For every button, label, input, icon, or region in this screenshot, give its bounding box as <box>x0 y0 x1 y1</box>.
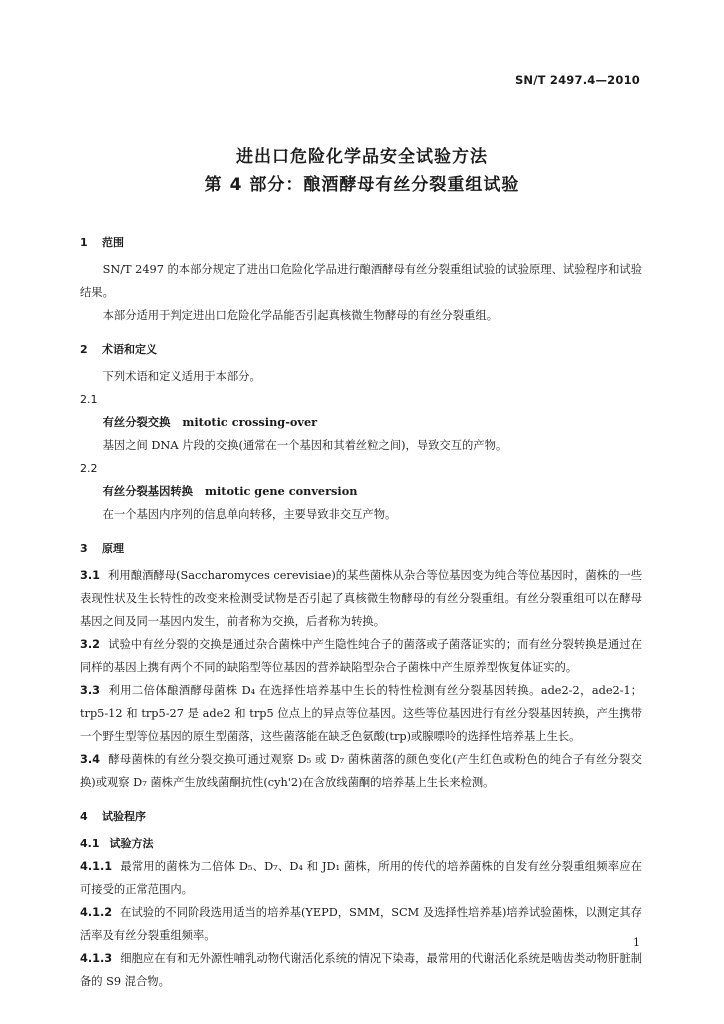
principle-paragraph <box>80 633 642 679</box>
subsection-title: 试验方法 <box>109 837 154 850</box>
clause-text: 在试验的不同阶段选用适当的培养基(YEPD，SMM，SCM 及选择性培养基)培养试验菌株，以测定其存活率及有丝分裂重组频率。 <box>80 906 642 942</box>
page-number: 1 <box>633 936 640 949</box>
clause-text: 利用酿酒酵母(Saccharomyces cerevisiae)的某些菌株从杂合等位基因变为纯合等位基因时，菌株的一些表现性状及生长特性的改变来检测受试物是否引起了真核微生物酵母的有丝分裂重组。有丝分裂重组可以在酵母基因之间及同一基因内发生，前者称为交换，后者称为转换。 <box>80 569 642 628</box>
section-number: 4 <box>80 810 88 823</box>
terms-intro: 下列术语和定义适用于本部分。 <box>102 370 261 383</box>
term-number: 2.2 <box>80 462 98 475</box>
subsection-number: 4.1 <box>80 837 100 850</box>
section-title: 原理 <box>102 542 124 555</box>
section-heading-terms <box>80 338 642 361</box>
clause-number: 3.4 <box>80 753 101 766</box>
section-number: 2 <box>80 343 88 356</box>
term-number: 2.1 <box>80 393 98 406</box>
document-body <box>80 226 642 993</box>
term-definition: 在一个基因内序列的信息单向转移，主要导致非交互产物。 <box>102 508 397 521</box>
section-title: 试验程序 <box>102 810 146 823</box>
principle-paragraph <box>80 564 642 633</box>
clause-number: 4.1.3 <box>80 952 113 965</box>
procedure-paragraph <box>80 855 642 901</box>
term-entry <box>80 480 642 503</box>
section-heading-procedure <box>80 805 642 828</box>
term-definition: 基因之间 DNA 片段的交换(通常在一个基因和其着丝粒之间)，导致交互的产物。 <box>102 439 508 452</box>
term-entry <box>80 411 642 434</box>
scope-paragraph-2: 本部分适用于判定进出口危险化学品能否引起真核微生物酵母的有丝分裂重组。 <box>102 309 498 322</box>
term-zh: 有丝分裂基因转换 <box>102 485 193 498</box>
clause-text: 酵母菌株的有丝分裂交换可通过观察 D₅ 或 D₇ 菌株菌落的颜色变化(产生红色或粉色的纯合子有丝分裂交换)或观察 D₇ 菌株产生放线菌酮抗性(cyh'2)在含放线菌酮的培养基上生长来检测。 <box>80 753 642 789</box>
scope-paragraph-1: SN/T 2497 的本部分规定了进出口危险化学品进行酿酒酵母有丝分裂重组试验的试验原理、试验程序和试验结果。 <box>80 263 642 299</box>
term-en: mitotic crossing-over <box>182 415 318 429</box>
section-title: 术语和定义 <box>102 343 157 356</box>
procedure-paragraph <box>80 901 642 947</box>
principle-paragraph <box>80 748 642 794</box>
document-title-line-1: 进出口危险化学品安全试验方法 <box>236 147 488 167</box>
clause-text: 最常用的菌株为二倍体 D₅、D₇、D₄ 和 JD₁ 菌株，所用的传代的培养菌株的自发有丝分裂重组频率应在可接受的正常范围内。 <box>80 860 642 896</box>
clause-text: 试验中有丝分裂的交换是通过杂合菌株中产生隐性纯合子的菌落或子菌落证实的；而有丝分裂转换是通过在同样的基因上携有两个不同的缺陷型等位基因的营养缺陷型杂合子菌株中产生原养型恢复体证实的。 <box>80 638 642 674</box>
procedure-paragraph <box>80 947 642 993</box>
section-number: 3 <box>80 542 88 555</box>
clause-number: 3.3 <box>80 684 101 697</box>
term-zh: 有丝分裂交换 <box>102 416 171 429</box>
standard-number: SN/T 2497.4—2010 <box>514 73 640 87</box>
section-title: 范围 <box>102 236 124 249</box>
term-en: mitotic gene conversion <box>204 484 358 498</box>
subsection-heading <box>80 832 642 855</box>
clause-number: 3.2 <box>80 638 101 651</box>
clause-number: 3.1 <box>80 569 101 582</box>
clause-number: 4.1.2 <box>80 906 113 919</box>
clause-text: 细胞应在有和无外源性哺乳动物代谢活化系统的情况下染毒，最常用的代谢活化系统是啮齿类动物肝脏制备的 S9 混合物。 <box>80 952 642 988</box>
principle-paragraph <box>80 679 642 748</box>
clause-text: 利用二倍体酿酒酵母菌株 D₄ 在选择性培养基中生长的特性检测有丝分裂基因转换。ade2-2，ade2-1；trp5-12 和 trp5-27 是 ade2 和 trp5 位点上的异点等位基因。这些等位基因进行有丝分裂基因转换，产生携带一个野生型等位基因的原生型菌落，这些菌落能在缺乏色氨酸(trp)或腺嘌呤的选择性培养基上生长。 <box>80 684 642 743</box>
section-heading-principle <box>80 537 642 560</box>
section-number: 1 <box>80 236 88 249</box>
clause-number: 4.1.1 <box>80 860 113 873</box>
section-heading-scope <box>80 231 642 254</box>
document-title-line-2: 第 4 部分：酿酒酵母有丝分裂重组试验 <box>204 175 520 195</box>
